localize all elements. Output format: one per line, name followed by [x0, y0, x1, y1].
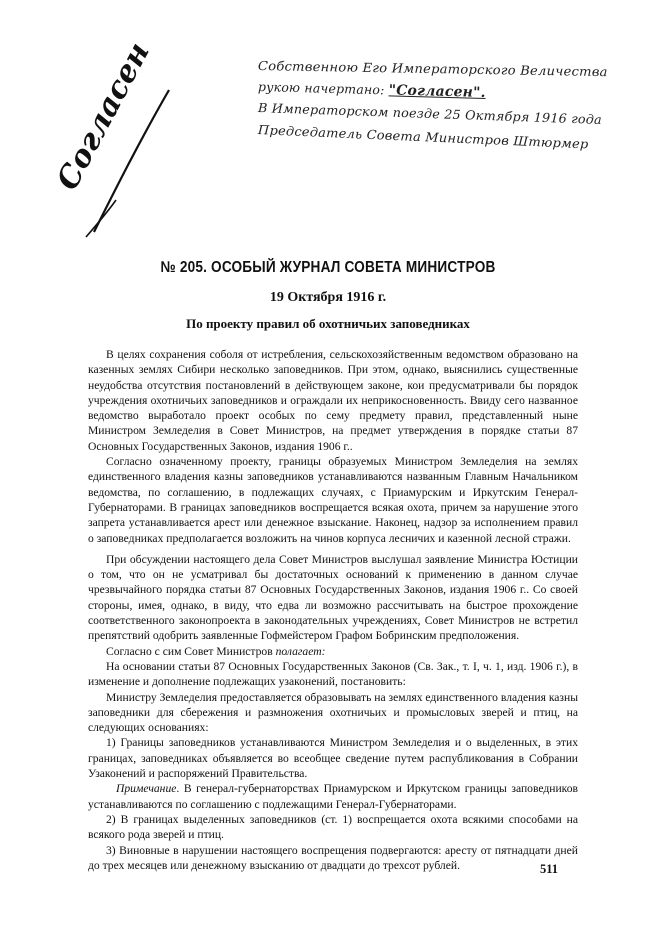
paragraph-1: В целях сохранения соболя от истребления, сельскохозяйственным ведомством образовано на казенных землях Сибири несколько заповедников. При этом, однако, выяснились существенные неудобства отсутствия постановлений в действующем законе, кои предусматривали бы порядок учреждения охотничьих заповедников и ограждали их неприкосновенность. Ввиду сего названное ведомство выработало проект особых по сему предмету правил, представленный ныне Министром Земледелия в Совет Министров, на предмет утверждения в порядке статьи 87 Основных Государственных Законов, издания 1906 г.. [88, 348, 578, 453]
paragraph-3: При обсуждении настоящего дела Совет Министров выслушал заявление Министра Юстиции о том, что он не усматривал бы достаточных оснований к применению в данном случае чрезвычайного порядка статьи 87 Основных Государственных Законов, издания 1906 г.. Со своей стороны, имея, однако, в виду, что едва ли возможно рассчитывать на быстрое прохождение соответственного законопроекта в законодательных учреждениях, Совет Министров не встретил препятствий одобрить заявленные Гофмейстером Графом Бобринским предположения. [88, 552, 578, 643]
paragraph-2: Согласно означенному проекту, границы образуемых Министром Земледелия на землях единственного владения казны заповедников устанавливаются названным Главным Начальником ведомства, по соглашению, в подлежащих случаях, с Приамурским и Иркутским Генерал-Губернаторами. В границах заповедников воспрещается всякая охота, причем за нарушение этого запрета устанавливается арест или денежное взыскание. Наконец, надзор за исполнением правил о заповедниках предполагается возложить на чинов корпуса лесничих и казенной лесной стражи. [88, 455, 578, 545]
handwritten-line-1: Собственною Его Императорского Величества [257, 58, 608, 80]
paragraph-9: 2) В границах выделенных заповедников (ст. 1) воспрещается охота всякими способами на всякого рода зверей и птиц. [88, 812, 578, 842]
note-paragraph [88, 781, 578, 812]
document-title: № 205. ОСОБЫЙ ЖУРНАЛ СОВЕТА МИНИСТРОВ [160, 259, 496, 276]
paragraph-4-emphasis: полагает: [275, 644, 326, 658]
handwritten-resolution-vertical [50, 36, 184, 242]
handwritten-line-2-word: "Согласен". [388, 82, 486, 101]
document-date: 19 Октября 1916 г. [269, 290, 387, 305]
paragraph-4-text: Согласно с сим Совет Министров [106, 644, 276, 658]
page-number: 511 [540, 862, 559, 876]
document-subtitle: По проекту правил об охотничьих заповедниках [186, 316, 470, 331]
paragraph-10: 3) Виновные в нарушении настоящего воспрещения подвергаются: аресту от пятнадцати дней до трех месяцев или денежному взысканию от двадцати до трехсот рублей. [88, 843, 578, 872]
handwritten-note [257, 52, 628, 152]
handwritten-line-3: В Императорском поезде 25 Октября 1916 года [257, 100, 603, 128]
handwritten-soglasen-text: Согласен [50, 36, 157, 196]
paragraph-6: Министру Земледелия предоставляется образовывать на землях единственного владения казны заповедники для сбережения и размножения охотничьих и промысловых зверей и птиц, на следующих основаниях: [88, 690, 578, 735]
document-body [88, 347, 578, 873]
note-label: Примечание [116, 782, 177, 796]
handwritten-line-2-prefix: рукою начертано: [257, 79, 389, 98]
note-text: . В генерал-губернаторствах Приамурском и Иркутском границы заповедников устанавливаются по соглашению с подлежащими Генерал-Губернаторами. [88, 782, 578, 811]
paragraph-5: На основании статьи 87 Основных Государственных Законов (Св. Зак., т. I, ч. 1, изд. 1906 г.), в изменение и дополнение подлежащих узаконений, постановить: [88, 659, 578, 689]
handwritten-flourish-2 [86, 200, 116, 237]
paragraph-4 [88, 644, 578, 659]
paragraph-7: 1) Границы заповедников устанавливаются Министром Земледелия и о выделенных, в этих границах, заповедниках объявляется во всеобщее сведение путем распубликования в Собрании Узаконений и распоряжений Правительства. [88, 736, 578, 781]
handwritten-line-4: Председатель Совета Министров Штюрмер [257, 122, 589, 152]
handwritten-line-2 [258, 79, 486, 101]
